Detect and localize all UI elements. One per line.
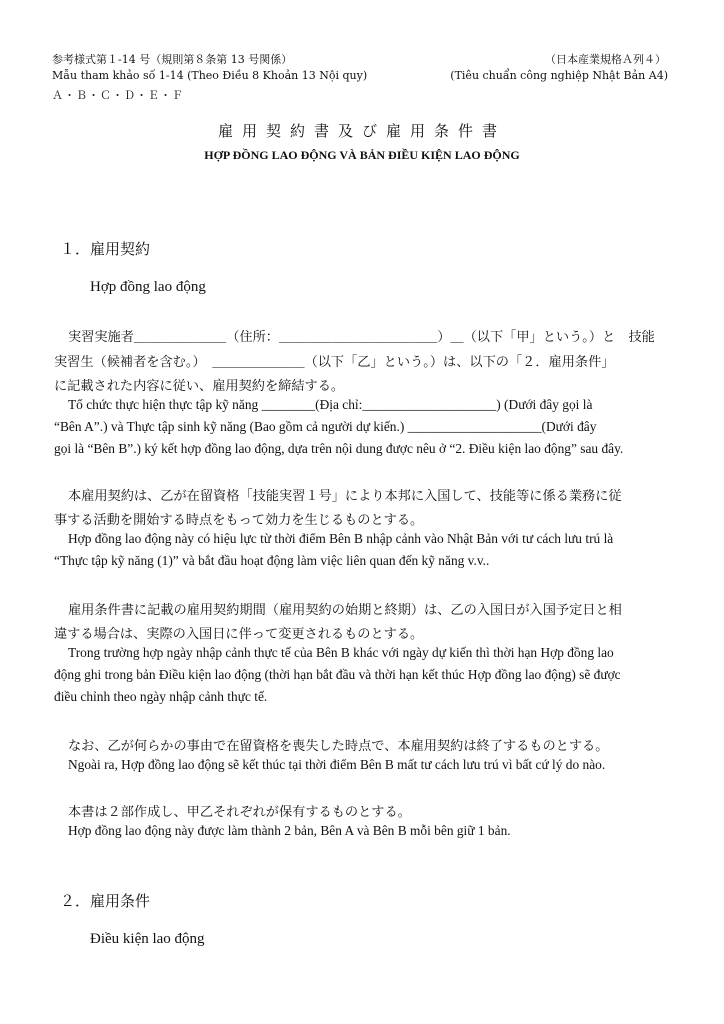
para5-jp: 本書は２部作成し、甲乙それぞれが保有するものとする。	[68, 805, 411, 820]
para2-vn-line1: Hợp đồng lao động này có hiệu lực từ thời điểm Bên B nhập cảnh vào Nhật Bản với tư cách lưu trú là	[68, 531, 614, 546]
para2-jp-line1: 本雇用契約は、乙が在留資格「技能実習１号」により本邦に入国して、技能等に係る業務に従	[68, 489, 622, 504]
standard-label-vn: (Tiêu chuẩn công nghiệp Nhật Bản A4)	[450, 69, 668, 82]
para1-vn-line3: gọi là “Bên B”.) ký kết hợp đồng lao động, dựa trên nội dung được nêu ở “2. Điều kiện lao động” sau đây.	[54, 441, 624, 456]
para5-vn: Hợp đồng lao động này được làm thành 2 bản, Bên A và Bên B mỗi bên giữ 1 bản.	[68, 823, 511, 838]
standard-label-jp: （日本産業規格Ａ列４）	[545, 53, 666, 66]
para3-vn-line2: động ghi trong bản Điều kiện lao động (thời hạn bắt đầu và thời hạn kết thúc Hợp đồng lao động) sẽ được	[54, 667, 621, 682]
para4-jp: なお、乙が何らかの事由で在留資格を喪失した時点で、本雇用契約は終了するものとする。	[68, 739, 609, 754]
para3-jp-line2: 違する場合は、実際の入国日に伴って変更されるものとする。	[54, 627, 424, 642]
section1-subheading: Hợp đồng lao động	[90, 279, 206, 295]
para1-vn-line1: Tổ chức thực hiện thực tập kỹ năng ________(Địa chỉ:____________________) (Dưới đây gọi là	[68, 397, 593, 412]
para3-vn-line3: điều chỉnh theo ngày nhập cảnh thực tế.	[54, 689, 268, 704]
para1-vn-line2: “Bên A”.) và Thực tập sinh kỹ năng (Bao gồm cả người dự kiến.) ____________________(Dưới đây	[54, 419, 597, 434]
section2-subheading: Điều kiện lao động	[90, 931, 205, 947]
document-title-jp: 雇用契約書及び雇用条件書	[217, 122, 506, 140]
para1-jp-line1: 実習実施者＿＿＿＿＿＿＿（住所：＿＿＿＿＿＿＿＿＿＿＿＿）＿（以下「甲」という。）と 技能	[68, 330, 655, 345]
para2-jp-line2: 事する活動を開始する時点をもって効力を生じるものとする。	[54, 513, 424, 528]
language-options: Ａ・Ｂ・Ｃ・Ｄ・Ｅ・Ｆ	[52, 89, 184, 102]
para3-vn-line1: Trong trường hợp ngày nhập cảnh thực tế của Bên B khác với ngày dự kiến thì thời hạn Hợp đồng lao	[68, 645, 614, 660]
para1-jp-line2: 実習生（候補者を含む。） ＿＿＿＿＿＿＿（以下「乙」という。）は、以下の「２．雇用条件」	[54, 355, 615, 370]
para4-vn: Ngoài ra, Hợp đồng lao động sẽ kết thúc tại thời điểm Bên B mất tư cách lưu trú vì bất cứ lý do nào.	[68, 757, 606, 772]
para3-jp-line1: 雇用条件書に記載の雇用契約期間（雇用契約の始期と終期）は、乙の入国日が入国予定日と相	[68, 603, 622, 618]
para1-jp-line3: に記載された内容に従い、雇用契約を締結する。	[54, 379, 345, 394]
section2-heading: ２．雇用条件	[60, 892, 151, 910]
form-reference-jp: 参考様式第１-14 号（規則第８条第 13 号関係）	[52, 53, 293, 66]
form-reference-vn: Mẫu tham khảo số 1-14 (Theo Điều 8 Khoản 13 Nội quy)	[52, 69, 368, 82]
section1-heading: １．雇用契約	[60, 240, 151, 258]
document-title-vn: HỢP ĐỒNG LAO ĐỘNG VÀ BẢN ĐIỀU KIỆN LAO ĐỘNG	[204, 148, 520, 162]
para2-vn-line2: “Thực tập kỹ năng (1)” và bắt đầu hoạt động làm việc liên quan đến kỹ năng v.v..	[54, 553, 490, 568]
